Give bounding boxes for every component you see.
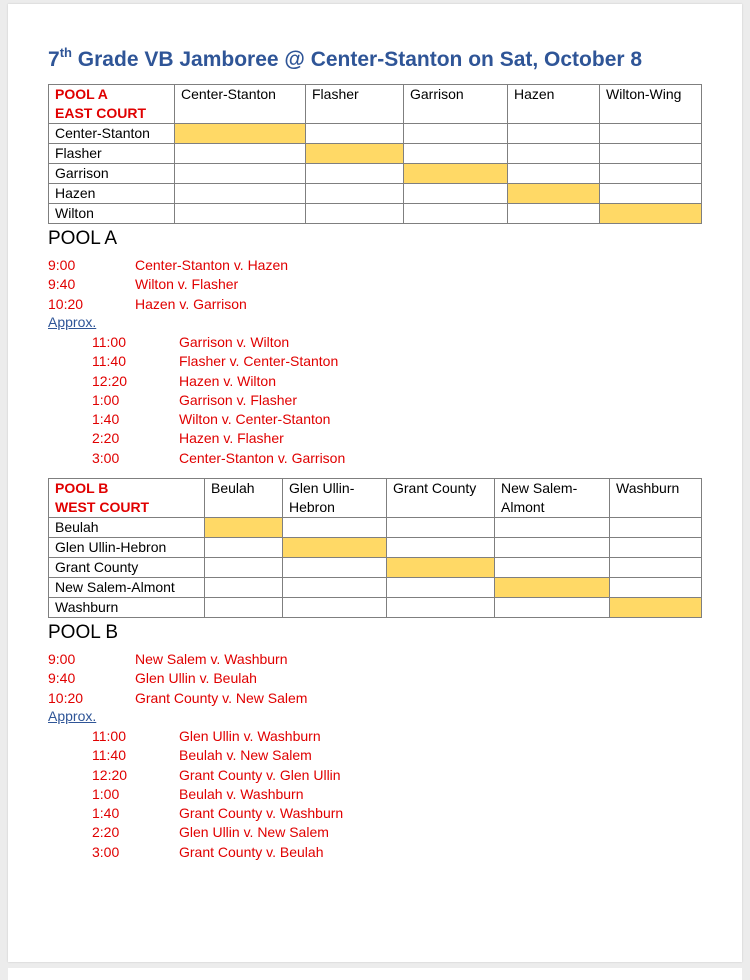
list-item bbox=[92, 727, 492, 746]
pool-b-table bbox=[48, 478, 702, 618]
highlight-cell bbox=[205, 518, 283, 538]
table-row bbox=[49, 204, 702, 224]
list-item bbox=[92, 372, 492, 391]
highlight-cell bbox=[306, 144, 404, 164]
table-cell bbox=[610, 538, 702, 558]
table-cell bbox=[175, 164, 306, 184]
pool-a-first-games bbox=[48, 256, 448, 314]
pool-a-col-header: Garrison bbox=[404, 85, 508, 124]
table-cell bbox=[600, 184, 702, 204]
highlight-cell bbox=[600, 204, 702, 224]
table-cell bbox=[610, 558, 702, 578]
table-cell bbox=[387, 538, 495, 558]
list-item bbox=[48, 275, 448, 294]
game-match: Grant County v. New Salem bbox=[135, 689, 308, 706]
highlight-cell bbox=[610, 598, 702, 618]
highlight-cell bbox=[404, 164, 508, 184]
game-match: Center-Stanton v. Hazen bbox=[135, 257, 289, 273]
game-time: 1:40 bbox=[92, 411, 120, 428]
pool-a-header-row bbox=[49, 85, 702, 124]
table-cell bbox=[508, 164, 600, 184]
pool-b-row-header: New Salem-Almont bbox=[49, 578, 205, 598]
table-cell bbox=[387, 518, 495, 538]
game-match: New Salem v. Washburn bbox=[135, 651, 288, 667]
list-item bbox=[92, 843, 492, 862]
game-match: Grant County v. Glen Ullin bbox=[179, 766, 341, 783]
highlight-cell bbox=[508, 184, 600, 204]
list-item bbox=[92, 410, 492, 429]
game-time: 11:40 bbox=[92, 353, 126, 370]
table-row bbox=[49, 598, 702, 618]
game-match: Hazen v. Flasher bbox=[179, 430, 284, 447]
pool-b-col-header: New Salem- Almont bbox=[495, 479, 610, 518]
table-row bbox=[49, 164, 702, 184]
pool-b-heading: POOL B bbox=[48, 622, 119, 643]
pool-b-row-header: Beulah bbox=[49, 518, 205, 538]
pool-a-col-header: Wilton-Wing bbox=[600, 85, 702, 124]
pool-b-col-header: Washburn bbox=[610, 479, 702, 518]
page-title: 7th Grade VB Jamboree @ Center-Stanton on Sat, October 8 bbox=[48, 45, 643, 71]
list-item bbox=[92, 449, 492, 468]
list-item bbox=[48, 669, 448, 688]
list-item bbox=[92, 804, 492, 823]
table-cell bbox=[495, 598, 610, 618]
game-time: 9:40 bbox=[48, 670, 76, 687]
pool-a-row-header: Wilton bbox=[49, 204, 175, 224]
list-item bbox=[92, 823, 492, 842]
document-page bbox=[8, 4, 742, 962]
pool-b-col-header: Glen Ullin- Hebron bbox=[283, 479, 387, 518]
game-match: Grant County v. Beulah bbox=[179, 843, 324, 860]
table-cell bbox=[404, 184, 508, 204]
game-match: Center-Stanton v. Garrison bbox=[179, 449, 346, 466]
table-row bbox=[49, 578, 702, 598]
pool-a-row-header: Garrison bbox=[49, 164, 175, 184]
table-cell bbox=[610, 518, 702, 538]
game-match: Glen Ullin v. Beulah bbox=[135, 670, 257, 687]
pool-b-row-header: Grant County bbox=[49, 558, 205, 578]
table-cell bbox=[508, 124, 600, 144]
game-match: Garrison v. Flasher bbox=[179, 391, 297, 408]
table-cell bbox=[205, 558, 283, 578]
table-cell bbox=[600, 124, 702, 144]
table-cell bbox=[508, 144, 600, 164]
pool-a-row-header: Hazen bbox=[49, 184, 175, 204]
table-cell bbox=[175, 184, 306, 204]
highlight-cell bbox=[387, 558, 495, 578]
list-item bbox=[92, 785, 492, 804]
game-time: 3:00 bbox=[92, 449, 120, 466]
list-item bbox=[92, 352, 492, 371]
table-cell bbox=[283, 518, 387, 538]
table-cell bbox=[404, 204, 508, 224]
table-cell bbox=[205, 598, 283, 618]
pool-b-approx-link[interactable]: Approx. bbox=[48, 708, 97, 724]
pool-b-col-header: Grant County bbox=[387, 479, 495, 518]
game-time: 11:40 bbox=[92, 747, 126, 764]
table-cell bbox=[495, 538, 610, 558]
game-time: 1:00 bbox=[92, 785, 120, 802]
list-item bbox=[92, 333, 492, 352]
table-cell bbox=[306, 204, 404, 224]
table-cell bbox=[600, 164, 702, 184]
highlight-cell bbox=[283, 538, 387, 558]
game-time: 1:40 bbox=[92, 805, 120, 822]
game-match: Hazen v. Wilton bbox=[179, 372, 276, 389]
list-item bbox=[92, 766, 492, 785]
pool-a-col-header: Center-Stanton bbox=[175, 85, 306, 124]
table-cell bbox=[283, 558, 387, 578]
game-match: Flasher v. Center-Stanton bbox=[179, 353, 339, 370]
list-item bbox=[92, 746, 492, 765]
pool-a-col-header: Hazen bbox=[508, 85, 600, 124]
pool-b-first-games bbox=[48, 650, 448, 708]
game-match: Wilton v. Flasher bbox=[135, 276, 239, 293]
game-time: 10:20 bbox=[48, 295, 84, 312]
highlight-cell bbox=[175, 124, 306, 144]
table-cell bbox=[283, 598, 387, 618]
game-time: 10:20 bbox=[48, 689, 84, 706]
game-time: 2:20 bbox=[92, 430, 120, 447]
pool-b-approx-games bbox=[92, 727, 492, 862]
table-cell bbox=[495, 518, 610, 538]
pool-b-row-header: Washburn bbox=[49, 598, 205, 618]
pool-a-approx-link[interactable]: Approx. bbox=[48, 314, 97, 330]
table-cell bbox=[175, 144, 306, 164]
list-item bbox=[92, 429, 492, 448]
game-match: Garrison v. Wilton bbox=[179, 334, 290, 350]
table-cell bbox=[283, 578, 387, 598]
table-row bbox=[49, 124, 702, 144]
table-row bbox=[49, 144, 702, 164]
pool-b-row-header: Glen Ullin-Hebron bbox=[49, 538, 205, 558]
list-item bbox=[48, 295, 448, 314]
highlight-cell bbox=[495, 578, 610, 598]
pool-b-col-header: Beulah bbox=[205, 479, 283, 518]
table-cell bbox=[205, 578, 283, 598]
table-row bbox=[49, 518, 702, 538]
table-row bbox=[49, 184, 702, 204]
game-match: Grant County v. Washburn bbox=[179, 805, 344, 822]
game-match: Glen Ullin v. Washburn bbox=[179, 728, 321, 744]
game-match: Beulah v. New Salem bbox=[179, 747, 312, 764]
table-cell bbox=[404, 144, 508, 164]
pool-a-table bbox=[48, 84, 702, 224]
pool-a-approx-games bbox=[92, 333, 492, 468]
pool-b-header-row bbox=[49, 479, 702, 518]
table-cell bbox=[387, 578, 495, 598]
table-cell bbox=[387, 598, 495, 618]
game-time: 9:40 bbox=[48, 276, 76, 293]
game-time: 12:20 bbox=[92, 372, 128, 389]
pool-a-row-header: Center-Stanton bbox=[49, 124, 175, 144]
pool-a-heading: POOL A bbox=[48, 228, 117, 249]
table-row bbox=[49, 538, 702, 558]
table-cell bbox=[495, 558, 610, 578]
game-time: 2:20 bbox=[92, 824, 120, 841]
table-cell bbox=[306, 124, 404, 144]
game-time: 1:00 bbox=[92, 391, 120, 408]
game-match: Beulah v. Washburn bbox=[179, 785, 304, 802]
list-item bbox=[92, 391, 492, 410]
game-time: 11:00 bbox=[92, 334, 126, 350]
game-match: Glen Ullin v. New Salem bbox=[179, 824, 329, 841]
pool-a-corner-label: POOL A EAST COURT bbox=[49, 85, 175, 124]
pool-a-col-header: Flasher bbox=[306, 85, 404, 124]
game-match: Wilton v. Center-Stanton bbox=[179, 411, 331, 428]
table-cell bbox=[508, 204, 600, 224]
next-page-edge bbox=[8, 968, 742, 980]
table-cell bbox=[175, 204, 306, 224]
game-time: 3:00 bbox=[92, 843, 120, 860]
game-time: 9:00 bbox=[48, 257, 76, 273]
game-time: 11:00 bbox=[92, 728, 126, 744]
list-item bbox=[48, 650, 448, 669]
table-cell bbox=[404, 124, 508, 144]
game-match: Hazen v. Garrison bbox=[135, 295, 247, 312]
table-cell bbox=[306, 164, 404, 184]
table-row bbox=[49, 558, 702, 578]
pool-b-corner-label: POOL B WEST COURT bbox=[49, 479, 205, 518]
game-time: 12:20 bbox=[92, 766, 128, 783]
table-cell bbox=[610, 578, 702, 598]
pool-a-row-header: Flasher bbox=[49, 144, 175, 164]
game-time: 9:00 bbox=[48, 651, 76, 667]
table-cell bbox=[306, 184, 404, 204]
table-cell bbox=[600, 144, 702, 164]
table-cell bbox=[205, 538, 283, 558]
list-item bbox=[48, 689, 448, 708]
list-item bbox=[48, 256, 448, 275]
